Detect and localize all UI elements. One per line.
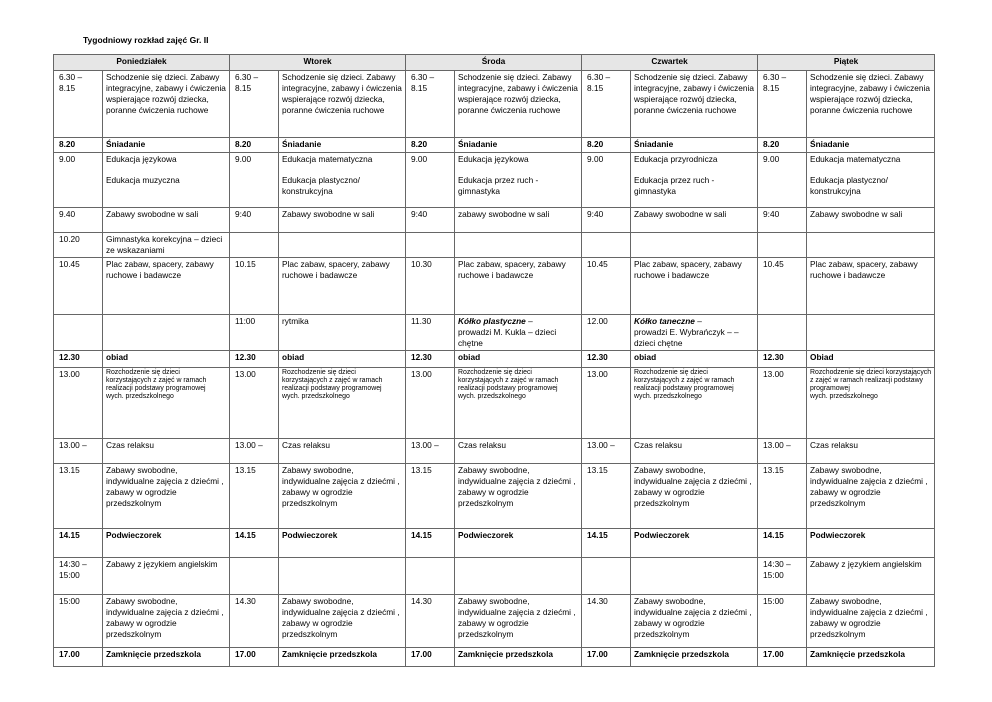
club-details: – prowadzi M. Kukla – dzieci chętne [458,316,557,348]
time-cell: 12.00 [582,315,631,351]
time-cell: 14.30 [230,594,279,647]
time-cell: 9:40 [582,208,631,233]
time-cell: 13.00 – [230,438,279,463]
time-cell: 13.15 [406,463,455,528]
time-cell: 10.15 [230,258,279,315]
time-cell: 12.30 [406,350,455,367]
activity-cell: Czas relaksu [279,438,406,463]
activity-cell: Plac zabaw, spacery, zabawy ruchowe i badawcze [103,258,230,315]
time-cell: 13.00 [758,367,807,438]
schedule-row [54,438,935,463]
schedule-row [54,153,935,208]
time-cell [406,557,455,594]
activity-text: Rozchodzenie się dzieci korzystających z zajęć w ramach realizacji podstawy programowej wych. przedszkolnego [810,368,932,401]
activity-cell: rytmika [279,315,406,351]
activity-text: Edukacja matematyczna [282,154,373,164]
time-cell: 6.30 – 8.15 [582,71,631,138]
day-header-row [54,55,935,71]
time-cell: 13.15 [54,463,103,528]
activity-cell [631,367,758,438]
activity-cell: Zabawy swobodne, indywidualne zajęcia z dziećmi , zabawy w ogrodzie przedszkolnym [455,463,582,528]
time-cell: 17.00 [758,647,807,666]
activity-cell: Czas relaksu [455,438,582,463]
activity-cell: Zamknięcie przedszkola [279,647,406,666]
activity-cell: Zabawy swobodne w sali [103,208,230,233]
activity-cell: Śniadanie [807,138,935,153]
activity-cell: Schodzenie się dzieci. Zabawy integracyjne, zabawy i ćwiczenia wspierające rozwój dziecka, poranne ćwiczenia ruchowe [103,71,230,138]
activity-cell: obiad [279,350,406,367]
activity-cell: Plac zabaw, spacery, zabawy ruchowe i badawcze [279,258,406,315]
time-cell: 9:40 [406,208,455,233]
time-cell: 11.30 [406,315,455,351]
time-cell: 13.00 – [582,438,631,463]
schedule-row [54,557,935,594]
activity-cell [807,153,935,208]
activity-cell: Zabawy swobodne, indywidualne zajęcia z dziećmi , zabawy w ogrodzie przedszkolnym [807,594,935,647]
activity-cell [807,233,935,258]
time-cell: 6.30 – 8.15 [54,71,103,138]
activity-cell [103,315,230,351]
activity-text-secondary: Edukacja plastyczno/ konstrukcyjna [282,174,360,196]
day-header: Wtorek [230,55,406,71]
day-header: Czwartek [582,55,758,71]
schedule-row [54,350,935,367]
activity-cell [631,153,758,208]
activity-cell [279,153,406,208]
club-name: Kółko plastyczne [458,316,526,326]
activity-text-secondary: Edukacja muzyczna [106,174,180,185]
time-cell: 13.15 [582,463,631,528]
time-cell: 12.30 [582,350,631,367]
time-cell: 9.00 [582,153,631,208]
time-cell [230,557,279,594]
time-cell: 11:00 [230,315,279,351]
time-cell: 10.45 [758,258,807,315]
time-cell: 8.20 [54,138,103,153]
activity-cell: Podwieczorek [279,528,406,557]
activity-cell: Zamknięcie przedszkola [807,647,935,666]
time-cell: 13.00 [582,367,631,438]
activity-cell: Zabawy swobodne, indywidualne zajęcia z dziećmi , zabawy w ogrodzie przedszkolnym [279,594,406,647]
time-cell: 14.30 [582,594,631,647]
schedule-table [53,54,935,667]
activity-cell: Zabawy swobodne, indywidualne zajęcia z dziećmi , zabawy w ogrodzie przedszkolnym [455,594,582,647]
activity-cell [455,367,582,438]
activity-cell [103,153,230,208]
activity-cell: obiad [631,350,758,367]
activity-cell: Zabawy swobodne, indywidualne zajęcia z dziećmi , zabawy w ogrodzie przedszkolnym [103,594,230,647]
schedule-row [54,647,935,666]
time-cell: 8.20 [758,138,807,153]
time-cell: 13.00 [230,367,279,438]
activity-cell [279,557,406,594]
activity-cell: Plac zabaw, spacery, zabawy ruchowe i badawcze [631,258,758,315]
activity-cell: Zabawy swobodne, indywidualne zajęcia z dziećmi , zabawy w ogrodzie przedszkolnym [279,463,406,528]
activity-text: Rozchodzenie się dzieci korzystających z zajęć w ramach realizacji podstawy programowej wych. przedszkolnego [282,368,383,401]
time-cell: 13.00 – [54,438,103,463]
time-cell: 9.40 [54,208,103,233]
activity-cell [455,557,582,594]
schedule-row [54,138,935,153]
schedule-row [54,208,935,233]
day-header: Poniedziałek [54,55,230,71]
activity-cell: Plac zabaw, spacery, zabawy ruchowe i badawcze [807,258,935,315]
time-cell: 8.20 [406,138,455,153]
time-cell: 15:00 [758,594,807,647]
activity-text-secondary: Edukacja plastyczno/ konstrukcyjna [810,174,888,196]
activity-cell: Śniadanie [631,138,758,153]
club-details: – prowadzi E. Wybrańczyk – – dzieci chętne [634,316,739,348]
activity-cell: Plac zabaw, spacery, zabawy ruchowe i badawcze [455,258,582,315]
activity-cell: Zabawy swobodne, indywidualne zajęcia z dziećmi , zabawy w ogrodzie przedszkolnym [807,463,935,528]
schedule-row [54,71,935,138]
time-cell: 14:30 – 15:00 [54,557,103,594]
time-cell: 13.00 [54,367,103,438]
time-cell: 13.00 [406,367,455,438]
activity-cell [807,367,935,438]
time-cell: 9:40 [758,208,807,233]
time-cell: 6.30 – 8.15 [758,71,807,138]
activity-cell: Czas relaksu [631,438,758,463]
activity-cell: Zamknięcie przedszkola [103,647,230,666]
time-cell: 13.00 – [758,438,807,463]
activity-cell [455,153,582,208]
activity-text: Rozchodzenie się dzieci korzystających z zajęć w ramach realizacji podstawy programowej wych. przedszkolnego [458,368,559,401]
time-cell: 13.15 [758,463,807,528]
schedule-row [54,367,935,438]
time-cell: 10.45 [582,258,631,315]
activity-cell: obiad [103,350,230,367]
day-header: Piątek [758,55,935,71]
time-cell: 9.00 [230,153,279,208]
activity-cell: Podwieczorek [807,528,935,557]
time-cell: 14.15 [582,528,631,557]
activity-cell: Zamknięcie przedszkola [631,647,758,666]
time-cell: 10.20 [54,233,103,258]
activity-cell [631,557,758,594]
time-cell [230,233,279,258]
activity-cell [455,315,582,351]
time-cell: 6.30 – 8.15 [406,71,455,138]
schedule-row [54,258,935,315]
activity-text: Rozchodzenie się dzieci korzystających z zajęć w ramach realizacji podstawy programowej wych. przedszkolnego [634,368,735,401]
time-cell: 14.30 [406,594,455,647]
activity-text-secondary: Edukacja przez ruch - gimnastyka [634,174,715,196]
time-cell: 12.30 [230,350,279,367]
time-cell: 14:30 – 15:00 [758,557,807,594]
activity-cell: obiad [455,350,582,367]
time-cell: 13.15 [230,463,279,528]
activity-cell: Podwieczorek [631,528,758,557]
activity-cell: Schodzenie się dzieci. Zabawy integracyjne, zabawy i ćwiczenia wspierające rozwój dziecka, poranne ćwiczenia ruchowe [807,71,935,138]
time-cell [582,557,631,594]
activity-cell: Obiad [807,350,935,367]
schedule-row [54,528,935,557]
activity-cell: Podwieczorek [103,528,230,557]
time-cell: 10.45 [54,258,103,315]
activity-text: Edukacja językowa [106,154,177,164]
schedule-row [54,594,935,647]
schedule-row [54,463,935,528]
activity-cell: Zabawy swobodne, indywidualne zajęcia z dziećmi , zabawy w ogrodzie przedszkolnym [631,463,758,528]
activity-cell: Gimnastyka korekcyjna – dzieci ze wskazaniami [103,233,230,258]
time-cell: 6.30 – 8.15 [230,71,279,138]
time-cell: 17.00 [54,647,103,666]
time-cell: 15:00 [54,594,103,647]
activity-cell: Podwieczorek [455,528,582,557]
time-cell: 8.20 [582,138,631,153]
activity-cell [103,367,230,438]
activity-cell: Schodzenie się dzieci. Zabawy integracyjne, zabawy i ćwiczenia wspierające rozwój dziecka, poranne ćwiczenia ruchowe [455,71,582,138]
activity-cell: Czas relaksu [807,438,935,463]
activity-text-secondary: Edukacja przez ruch - gimnastyka [458,174,539,196]
activity-cell [631,233,758,258]
time-cell: 9.00 [406,153,455,208]
time-cell: 12.30 [54,350,103,367]
time-cell [582,233,631,258]
schedule-row [54,233,935,258]
time-cell [758,315,807,351]
time-cell: 14.15 [54,528,103,557]
activity-cell [807,315,935,351]
activity-cell: Czas relaksu [103,438,230,463]
activity-cell: zabawy swobodne w sali [455,208,582,233]
time-cell: 8.20 [230,138,279,153]
time-cell [406,233,455,258]
activity-cell: Zabawy z językiem angielskim [807,557,935,594]
day-header: Środa [406,55,582,71]
activity-cell: Zabawy swobodne w sali [631,208,758,233]
activity-cell [455,233,582,258]
club-name: Kółko taneczne [634,316,695,326]
document-title: Tygodniowy rozkład zajęć Gr. II [83,35,209,45]
activity-cell: Zamknięcie przedszkola [455,647,582,666]
time-cell [54,315,103,351]
activity-cell: Zabawy swobodne w sali [279,208,406,233]
time-cell: 9:40 [230,208,279,233]
time-cell [758,233,807,258]
time-cell: 14.15 [758,528,807,557]
time-cell: 17.00 [406,647,455,666]
time-cell: 13.00 – [406,438,455,463]
activity-cell: Zabawy swobodne, indywidualne zajęcia z dziećmi , zabawy w ogrodzie przedszkolnym [631,594,758,647]
activity-cell: Zabawy swobodne w sali [807,208,935,233]
activity-cell: Śniadanie [455,138,582,153]
activity-cell [631,315,758,351]
time-cell: 10.30 [406,258,455,315]
time-cell: 17.00 [582,647,631,666]
time-cell: 14.15 [230,528,279,557]
time-cell: 9.00 [54,153,103,208]
time-cell: 12.30 [758,350,807,367]
activity-cell: Śniadanie [279,138,406,153]
schedule-row [54,315,935,351]
activity-cell: Schodzenie się dzieci. Zabawy integracyjne, zabawy i ćwiczenia wspierające rozwój dziecka, poranne ćwiczenia ruchowe [279,71,406,138]
activity-text: Edukacja językowa [458,154,529,164]
activity-cell: Śniadanie [103,138,230,153]
activity-text: Edukacja matematyczna [810,154,901,164]
activity-cell: Zabawy swobodne, indywidualne zajęcia z dziećmi , zabawy w ogrodzie przedszkolnym [103,463,230,528]
activity-cell [279,233,406,258]
activity-text: Edukacja przyrodnicza [634,154,718,164]
activity-cell [279,367,406,438]
activity-cell: Zabawy z językiem angielskim [103,557,230,594]
time-cell: 9.00 [758,153,807,208]
time-cell: 14.15 [406,528,455,557]
activity-text: Rozchodzenie się dzieci korzystających z zajęć w ramach realizacji podstawy programowej wych. przedszkolnego [106,368,207,401]
activity-cell: Schodzenie się dzieci. Zabawy integracyjne, zabawy i ćwiczenia wspierające rozwój dziecka, poranne ćwiczenia ruchowe [631,71,758,138]
time-cell: 17.00 [230,647,279,666]
